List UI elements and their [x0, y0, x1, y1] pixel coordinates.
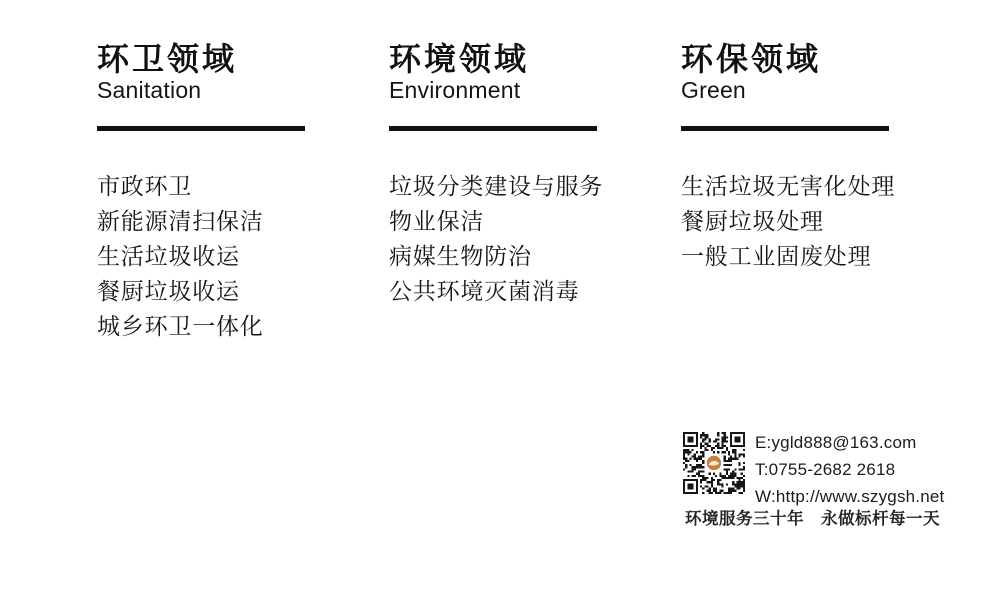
- tagline-left: 环境服务三十年: [685, 510, 804, 528]
- list-item: 垃圾分类建设与服务: [389, 173, 604, 199]
- column-green: [681, 40, 941, 274]
- list-item: 新能源清扫保洁: [97, 208, 264, 234]
- divider: [389, 126, 597, 131]
- column-title-zh: 环卫领域: [97, 41, 238, 77]
- contact-email: E:ygld888@163.com: [755, 433, 917, 452]
- list-item: 病媒生物防治: [389, 243, 532, 269]
- list-item: 公共环境灭菌消毒: [389, 278, 580, 304]
- list-item: 城乡环卫一体化: [97, 313, 264, 339]
- column-title-zh: 环保领域: [681, 41, 822, 77]
- list-item: 餐厨垃圾收运: [97, 278, 240, 304]
- divider: [97, 126, 305, 131]
- contact-phone: T:0755-2682 2618: [755, 460, 896, 479]
- column-title-en: Green: [681, 77, 746, 103]
- column-title-en: Environment: [389, 77, 521, 103]
- column-title-en: Sanitation: [97, 77, 202, 103]
- qr-code-icon: [683, 432, 745, 494]
- tagline-right: 永做标杆每一天: [821, 510, 940, 528]
- service-list: [681, 169, 941, 274]
- service-list: [389, 169, 649, 309]
- column-environment: [389, 40, 649, 309]
- list-item: 生活垃圾无害化处理: [681, 173, 896, 199]
- list-item: 生活垃圾收运: [97, 243, 240, 269]
- list-item: 餐厨垃圾处理: [681, 208, 824, 234]
- service-list: [97, 169, 357, 344]
- tagline: [685, 508, 940, 530]
- contact-website: W:http://www.szygsh.net: [755, 487, 945, 506]
- list-item: 物业保洁: [389, 208, 485, 234]
- divider: [681, 126, 889, 131]
- list-item: 一般工业固废处理: [681, 243, 872, 269]
- contact-info: [755, 429, 944, 510]
- list-item: 市政环卫: [97, 173, 193, 199]
- column-sanitation: [97, 40, 357, 344]
- column-title-zh: 环境领域: [389, 41, 530, 77]
